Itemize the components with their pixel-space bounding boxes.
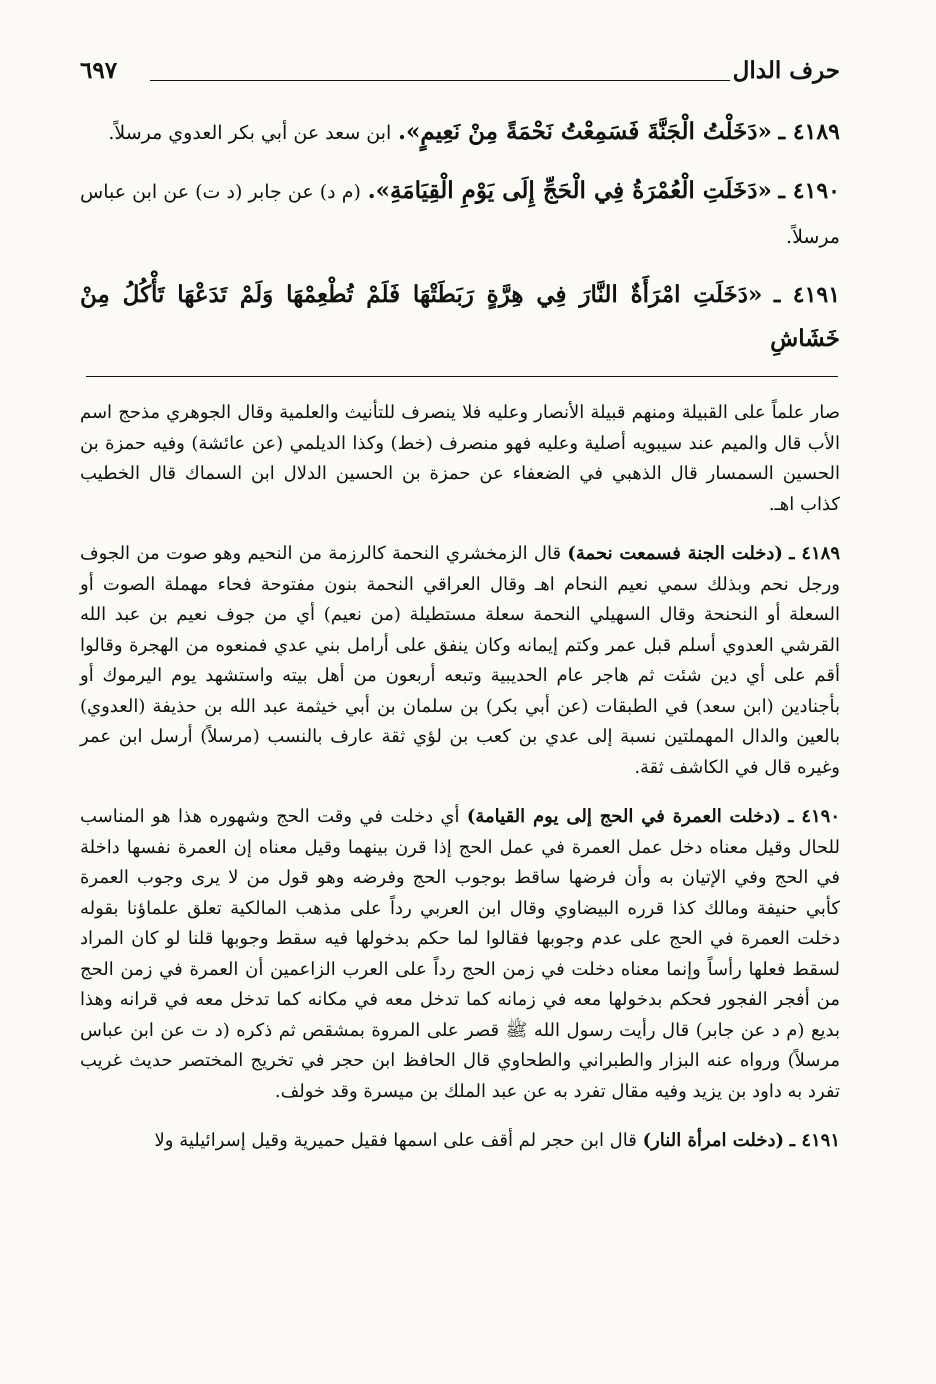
commentary-heading: (دخلت امرأة النار) [642, 1130, 785, 1151]
hadith-text: «دَخَلَتِ امْرَأَةٌ النَّارَ فِي هِرَّةٍ رَبَطَتْهَا فَلَمْ تُطْعِمْهَا وَلَمْ تَدَعْهَا تَأْكُلُ مِنْ خَشَاشِ [80, 281, 840, 352]
commentary-number: ٤١٩٠ ـ [788, 806, 840, 827]
hadith-4190 [80, 169, 840, 259]
hadith-number: ٤١٩٠ ـ [778, 178, 840, 204]
commentary-text: أي دخلت في وقت الحج وشهوره هذا هو المناسب للحال وقيل معناه دخل عمل العمرة في عمل الحج إذا قرن بينهما وقيل معناه إن العمرة نفسها داخلة في الحج وفي الإتيان به وأن فرضها ساقط بوجوب الحج وفرضه وهو قول من لا يرى وجوب العمرة كأبي حنيفة ومالك كذا قرره البيضاوي وقال ابن العربي رداً على مذهب المالكية تعلق علماؤنا بقوله دخلت العمرة في الحج على عدم وجوبها فقالوا لما حكم بدخولها فيه سقط وجوبها قلنا لو كان المراد لسقط فعلها رأساً وإنما معناه دخلت في زمن الحج رداً على العرب الزاعمين أن العمرة في زمن الحج من أفجر الفجور فحكم بدخولها معه في زمانه كما تدخل معه في مكانه كما تدخل معه في قرانه وهذا بديع (م د عن جابر) قال رأيت رسول الله ﷺ قصر على المروة بمشقص ثم ذكره (د ت عن ابن عباس مرسلاً) ورواه عنه البزار والطبراني والطحاوي قال الحافظ ابن حجر في تخريج المختصر حديث غريب تفرد به داود بن يزيد وفيه مقال تفرد به عن عبد الملك بن ميسرة وقد خولف. [80, 806, 840, 1102]
footnote-separator [86, 376, 838, 377]
chapter-title: حرف الدال [732, 57, 840, 84]
commentary-number: ٤١٨٩ ـ [789, 543, 840, 564]
hadith-source: ابن سعد عن أبي بكر العدوي مرسلاً. [108, 122, 392, 144]
commentary-text: قال الزمخشري النحمة كالرزمة من النحيم وهو صوت من الجوف ورجل نحم وبذلك سمي نعيم النحام اهـ وقال العراقي النحمة بنون مفتوحة فحاء مهملة الصوت أو السعلة أو النحنحة وقال السهيلي النحمة سعلة مستطيلة (من نعيم) أي من جوف نعيم بن عبد الله القرشي العدوي أسلم قبل عمر وكتم إيمانه وكان ينفق على أرامل بني عدي فمنعوه من الهجرة وقالوا أقم على أي دين شئت ثم هاجر عام الحديبية وتبعه أربعون من أهل بيته واستشهد يوم اليرموك أو بأجنادين (ابن سعد) في الطبقات (عن أبي بكر) بن سلمان بن أبي خيثمة عبد الله بن حذيفة (العدوي) بالعين والدال المهملتين نسبة إلى عدي بن كعب بن لؤي ثقة عارف بالنسب (مرسلاً) أرسل ابن عمر وغيره قال في الكاشف ثقة. [80, 543, 840, 778]
hadith-section [80, 110, 840, 376]
page-header [80, 56, 840, 86]
hadith-source: (م د) عن جابر (د ت) عن ابن عباس مرسلاً. [80, 181, 840, 248]
commentary-section [80, 398, 840, 1176]
commentary-heading: (دخلت الجنة فسمعت نحمة) [567, 543, 783, 564]
commentary-4189 [80, 539, 840, 783]
hadith-text: «دَخَلَتِ الْعُمْرَةُ فِي الْحَجِّ إِلَى يَوْمِ الْقِيَامَةِ». [367, 177, 772, 204]
commentary-text: صار علماً على القبيلة ومنهم قبيلة الأنصار وعليه فلا ينصرف للتأنيث والعلمية وقال الجوهري مذحج اسم الأب قال والميم عند سيبويه أصلية وعليه فهو منصرف (خط) وكذا الديلمي (عن عائشة) وفيه حمزة بن الحسين السمسار قال الذهبي في الضعفاء عن حمزة بن الحسين الدلال ابن السماك قال الخطيب كذاب اهـ. [80, 402, 840, 515]
hadith-4191 [80, 273, 840, 362]
commentary-number: ٤١٩١ ـ [789, 1130, 840, 1151]
commentary-continuation [80, 398, 840, 520]
hadith-number: ٤١٩١ ـ [773, 282, 841, 308]
commentary-heading: (دخلت العمرة في الحج إلى يوم القيامة) [466, 806, 781, 827]
hadith-4189 [80, 110, 840, 155]
commentary-4191 [80, 1126, 840, 1157]
commentary-4190 [80, 802, 840, 1107]
page-number: ٦٩٧ [80, 57, 118, 84]
hadith-text: «دَخَلْتُ الْجَنَّةَ فَسَمِعْتُ نَحْمَةً مِنْ نَعِيمٍ». [398, 118, 772, 145]
commentary-text: قال ابن حجر لم أقف على اسمها فقيل حميرية وقيل إسرائيلية ولا [154, 1130, 637, 1151]
hadith-number: ٤١٨٩ ـ [778, 119, 840, 145]
header-rule [150, 80, 730, 81]
